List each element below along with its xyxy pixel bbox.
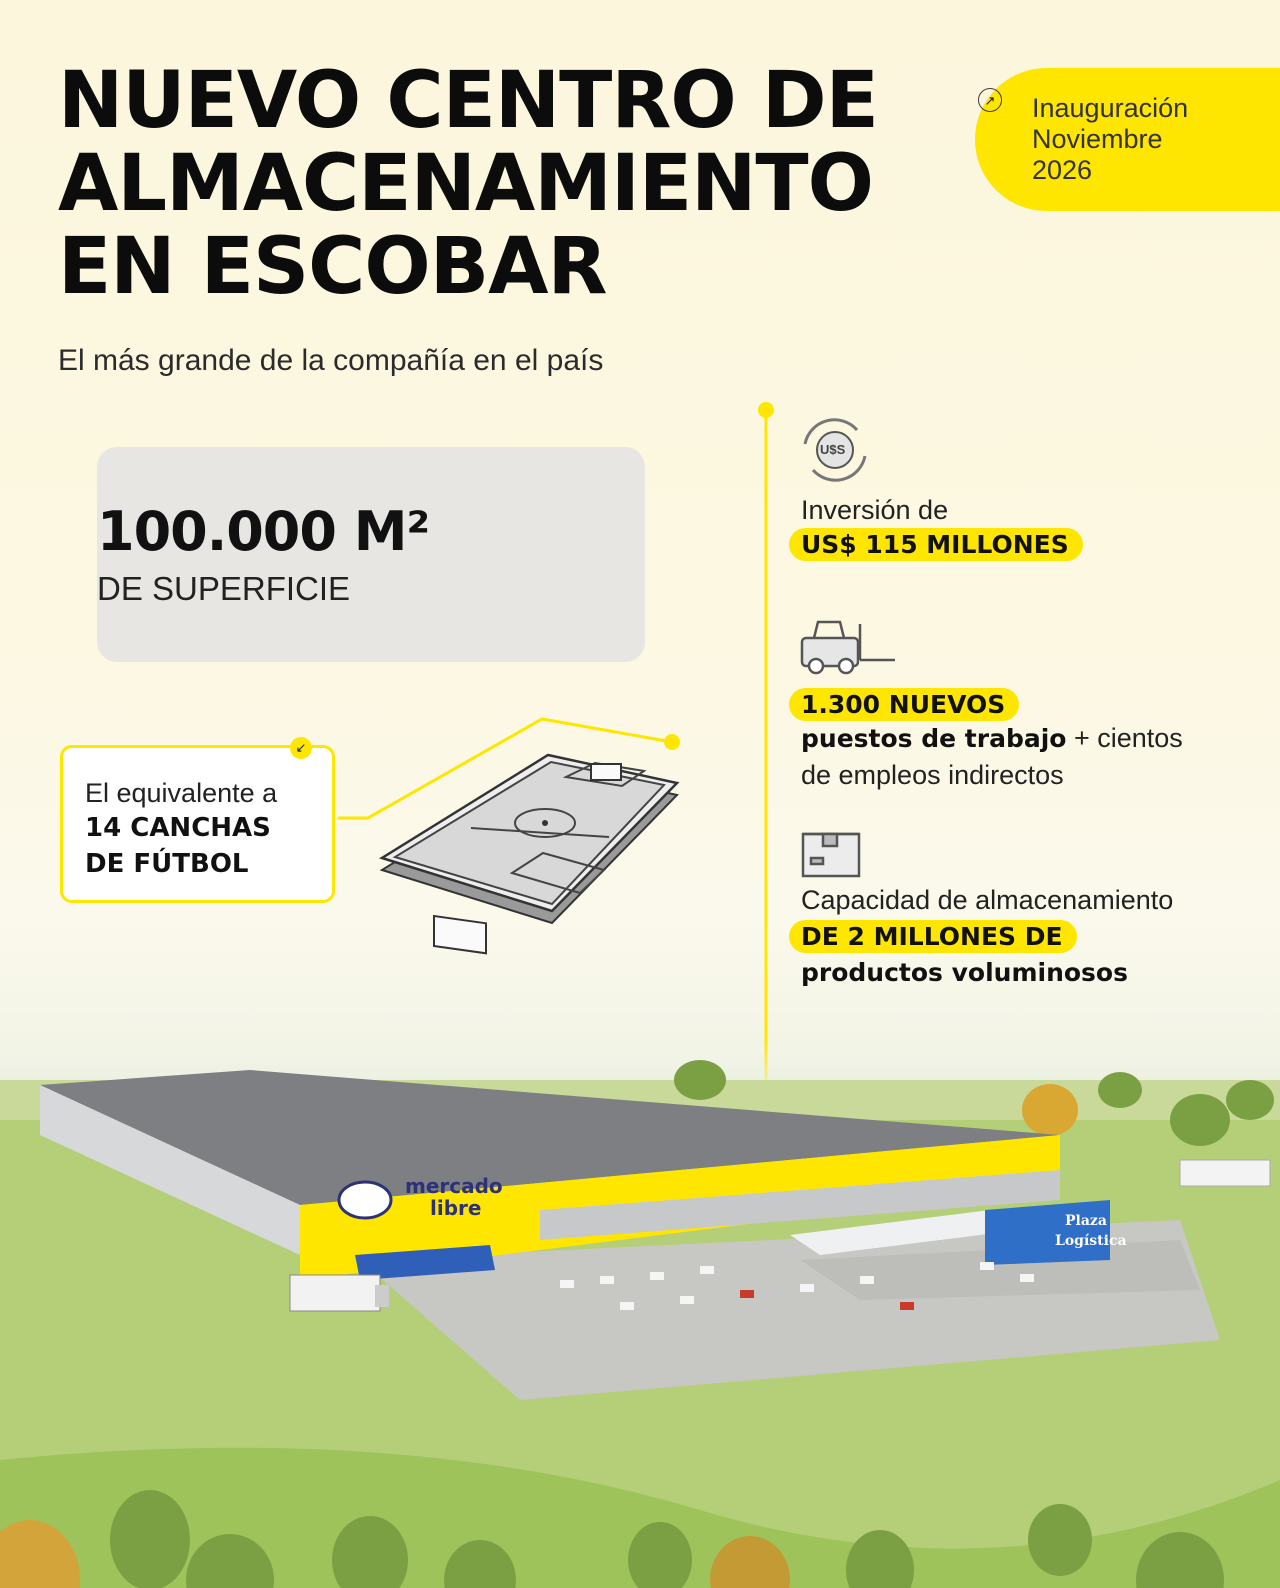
jobs-rest: + cientos <box>1066 723 1183 753</box>
handshake-logo-icon <box>339 1182 391 1218</box>
currency-icon-label: U$S <box>820 442 846 457</box>
title-line: NUEVO CENTRO DE <box>58 56 878 146</box>
callout-dot <box>664 734 680 750</box>
capacity-highlight: DE 2 MILLONES DE <box>789 920 1077 953</box>
equivalent-value <box>85 810 332 882</box>
page-subtitle: El más grande de la compañía en el país <box>58 344 604 377</box>
arrow-up-right-icon: ↗ <box>978 88 1002 112</box>
title-line: ALMACENAMIENTO <box>58 139 873 229</box>
surface-value: 100.000 M² <box>97 500 430 563</box>
brand-line: mercado <box>405 1174 503 1198</box>
warehouse-scene <box>0 1040 1280 1588</box>
capacity-bold: productos voluminosos <box>801 958 1128 987</box>
truck <box>1180 1160 1270 1186</box>
equivalent-lead: El equivalente a <box>85 778 278 808</box>
inauguration-line: Inauguración <box>1032 93 1189 123</box>
sign-line: Plaza <box>1065 1213 1107 1229</box>
surface-label: DE SUPERFICIE <box>97 570 351 607</box>
arrow-down-left-icon: ↙ <box>290 737 312 759</box>
sign-line: Logística <box>1055 1233 1127 1249</box>
capacity-lead: Capacidad de almacenamiento <box>801 885 1174 915</box>
investment-lead: Inversión de <box>801 495 949 525</box>
equivalent-line: DE FÚTBOL <box>85 849 249 879</box>
jobs-highlight: 1.300 NUEVOS <box>789 688 1019 721</box>
truck <box>290 1275 380 1311</box>
jobs-line3: de empleos indirectos <box>801 760 1064 790</box>
title-line: EN ESCOBAR <box>58 222 607 312</box>
inauguration-line: 2026 <box>1032 155 1093 185</box>
brand-line: libre <box>430 1196 482 1220</box>
equivalent-line: 14 CANCHAS <box>85 813 271 843</box>
equivalent-callout <box>60 745 335 903</box>
jobs-description <box>801 722 1183 796</box>
inauguration-line: Noviembre <box>1032 124 1163 154</box>
investment-highlight: US$ 115 MILLONES <box>789 528 1083 561</box>
forklift-icon <box>802 622 895 673</box>
package-box-icon <box>803 834 859 876</box>
jobs-bold: puestos de trabajo <box>801 724 1067 753</box>
timeline-dot <box>758 402 774 418</box>
